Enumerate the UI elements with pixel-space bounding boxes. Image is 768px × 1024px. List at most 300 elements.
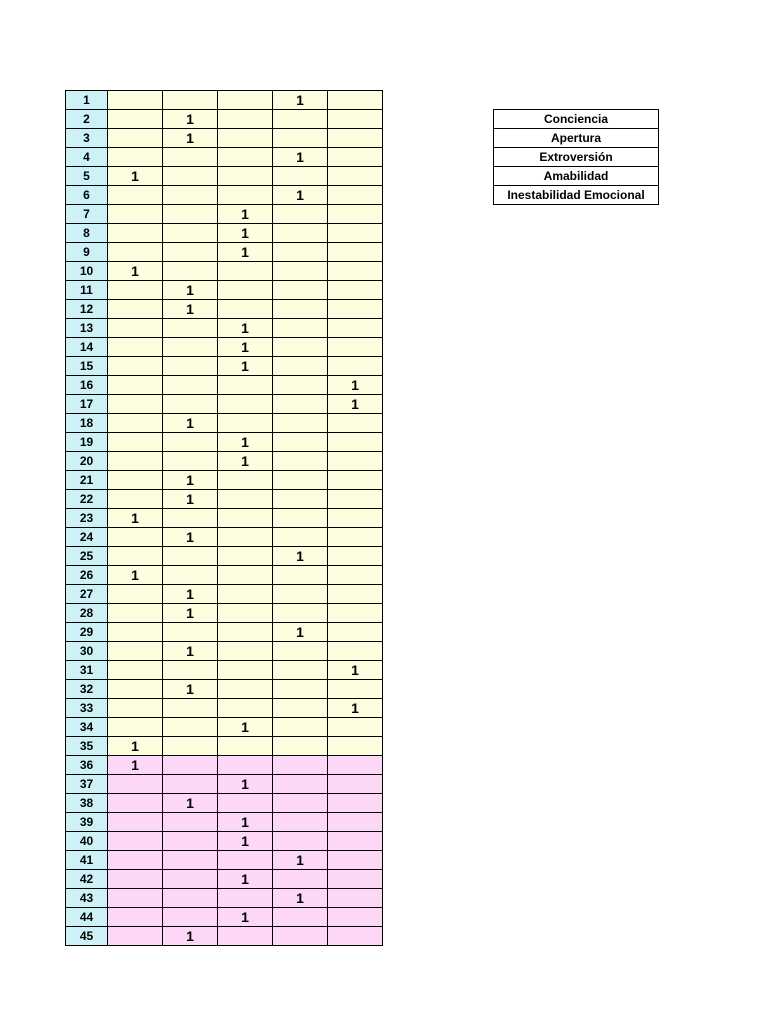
mark-cell[interactable]	[108, 186, 163, 205]
mark-cell[interactable]	[108, 699, 163, 718]
mark-cell[interactable]	[328, 338, 383, 357]
mark-cell[interactable]: 1	[163, 604, 218, 623]
mark-cell[interactable]	[108, 452, 163, 471]
mark-cell[interactable]	[218, 186, 273, 205]
mark-cell[interactable]: 1	[163, 642, 218, 661]
mark-cell[interactable]	[328, 167, 383, 186]
mark-cell[interactable]: 1	[218, 452, 273, 471]
row-number[interactable]: 38	[66, 794, 108, 813]
mark-cell[interactable]	[218, 376, 273, 395]
mark-cell[interactable]: 1	[108, 509, 163, 528]
mark-cell[interactable]	[163, 395, 218, 414]
mark-cell[interactable]	[218, 566, 273, 585]
factor-legend	[493, 109, 659, 205]
mark-cell[interactable]	[273, 756, 328, 775]
row-number[interactable]: 45	[66, 927, 108, 946]
mark-cell[interactable]	[108, 547, 163, 566]
mark-cell[interactable]: 1	[163, 585, 218, 604]
mark-cell[interactable]	[273, 490, 328, 509]
mark-cell[interactable]	[108, 281, 163, 300]
row-number[interactable]: 29	[66, 623, 108, 642]
mark-cell[interactable]	[273, 813, 328, 832]
mark-cell[interactable]	[218, 528, 273, 547]
mark-cell[interactable]	[218, 300, 273, 319]
mark-cell[interactable]	[273, 870, 328, 889]
mark-cell[interactable]	[108, 623, 163, 642]
table-row	[66, 433, 383, 452]
mark-cell[interactable]: 1	[108, 167, 163, 186]
row-number[interactable]: 4	[66, 148, 108, 167]
mark-cell[interactable]: 1	[218, 357, 273, 376]
mark-cell[interactable]	[273, 908, 328, 927]
mark-cell[interactable]	[108, 471, 163, 490]
mark-cell[interactable]	[328, 528, 383, 547]
mark-cell[interactable]	[218, 756, 273, 775]
mark-cell[interactable]	[273, 129, 328, 148]
mark-cell[interactable]	[273, 338, 328, 357]
mark-cell[interactable]	[218, 148, 273, 167]
mark-cell[interactable]	[163, 566, 218, 585]
mark-cell[interactable]	[108, 889, 163, 908]
mark-cell[interactable]	[163, 870, 218, 889]
table-row	[66, 357, 383, 376]
mark-cell[interactable]	[163, 775, 218, 794]
mark-cell[interactable]	[163, 889, 218, 908]
mark-cell[interactable]	[108, 585, 163, 604]
row-number[interactable]: 24	[66, 528, 108, 547]
mark-cell[interactable]: 1	[328, 395, 383, 414]
mark-cell[interactable]	[273, 224, 328, 243]
mark-cell[interactable]: 1	[218, 319, 273, 338]
row-number[interactable]: 25	[66, 547, 108, 566]
row-number[interactable]: 19	[66, 433, 108, 452]
mark-cell[interactable]	[328, 737, 383, 756]
mark-cell[interactable]	[273, 680, 328, 699]
row-number[interactable]: 36	[66, 756, 108, 775]
mark-cell[interactable]	[108, 813, 163, 832]
mark-cell[interactable]	[218, 699, 273, 718]
row-number[interactable]: 32	[66, 680, 108, 699]
mark-cell[interactable]: 1	[273, 148, 328, 167]
mark-cell[interactable]	[328, 870, 383, 889]
mark-cell[interactable]	[328, 281, 383, 300]
row-number[interactable]: 18	[66, 414, 108, 433]
mark-cell[interactable]	[163, 547, 218, 566]
row-number[interactable]: 1	[66, 91, 108, 110]
mark-cell[interactable]	[108, 357, 163, 376]
mark-cell[interactable]	[328, 414, 383, 433]
mark-cell[interactable]	[328, 262, 383, 281]
mark-cell[interactable]	[163, 452, 218, 471]
row-number[interactable]: 34	[66, 718, 108, 737]
mark-cell[interactable]	[273, 110, 328, 129]
mark-cell[interactable]	[108, 224, 163, 243]
mark-cell[interactable]: 1	[218, 832, 273, 851]
mark-cell[interactable]	[108, 490, 163, 509]
mark-cell[interactable]	[273, 927, 328, 946]
mark-cell[interactable]	[108, 319, 163, 338]
mark-cell[interactable]: 1	[163, 471, 218, 490]
mark-cell[interactable]	[108, 870, 163, 889]
row-number[interactable]: 26	[66, 566, 108, 585]
mark-cell[interactable]: 1	[273, 623, 328, 642]
mark-cell[interactable]	[328, 509, 383, 528]
mark-cell[interactable]	[328, 433, 383, 452]
row-number[interactable]: 13	[66, 319, 108, 338]
mark-cell[interactable]	[328, 585, 383, 604]
mark-cell[interactable]	[328, 224, 383, 243]
mark-cell[interactable]: 1	[218, 813, 273, 832]
mark-cell[interactable]	[273, 452, 328, 471]
mark-cell[interactable]	[218, 623, 273, 642]
table-row	[66, 395, 383, 414]
mark-cell[interactable]	[163, 224, 218, 243]
row-number[interactable]: 28	[66, 604, 108, 623]
row-number[interactable]: 44	[66, 908, 108, 927]
mark-cell[interactable]	[218, 737, 273, 756]
mark-cell[interactable]	[218, 110, 273, 129]
mark-cell[interactable]	[273, 718, 328, 737]
mark-cell[interactable]	[218, 167, 273, 186]
mark-cell[interactable]	[273, 281, 328, 300]
mark-cell[interactable]	[108, 205, 163, 224]
mark-cell[interactable]	[273, 661, 328, 680]
mark-cell[interactable]	[328, 566, 383, 585]
mark-cell[interactable]	[328, 319, 383, 338]
mark-cell[interactable]	[108, 718, 163, 737]
mark-cell[interactable]	[163, 167, 218, 186]
mark-cell[interactable]	[163, 851, 218, 870]
mark-cell[interactable]	[273, 433, 328, 452]
mark-cell[interactable]	[328, 642, 383, 661]
mark-cell[interactable]: 1	[218, 870, 273, 889]
row-number[interactable]: 30	[66, 642, 108, 661]
mark-cell[interactable]	[163, 718, 218, 737]
mark-cell[interactable]: 1	[218, 205, 273, 224]
mark-cell[interactable]	[108, 433, 163, 452]
mark-cell[interactable]	[108, 395, 163, 414]
mark-cell[interactable]: 1	[108, 756, 163, 775]
mark-cell[interactable]	[273, 794, 328, 813]
mark-cell[interactable]	[328, 547, 383, 566]
mark-cell[interactable]	[163, 243, 218, 262]
mark-cell[interactable]: 1	[218, 338, 273, 357]
mark-cell[interactable]: 1	[108, 262, 163, 281]
mark-cell[interactable]: 1	[273, 547, 328, 566]
mark-cell[interactable]	[328, 851, 383, 870]
row-number[interactable]: 17	[66, 395, 108, 414]
table-row	[66, 813, 383, 832]
mark-cell[interactable]	[163, 357, 218, 376]
row-number[interactable]: 27	[66, 585, 108, 604]
mark-cell[interactable]	[273, 205, 328, 224]
mark-cell[interactable]	[328, 889, 383, 908]
mark-cell[interactable]	[273, 376, 328, 395]
mark-cell[interactable]	[273, 528, 328, 547]
mark-cell[interactable]	[328, 623, 383, 642]
mark-cell[interactable]	[273, 319, 328, 338]
mark-cell[interactable]	[218, 889, 273, 908]
row-number[interactable]: 8	[66, 224, 108, 243]
mark-cell[interactable]	[108, 148, 163, 167]
mark-cell[interactable]	[328, 718, 383, 737]
mark-cell[interactable]	[273, 262, 328, 281]
row-number[interactable]: 3	[66, 129, 108, 148]
legend-apertura[interactable]: Apertura	[494, 129, 659, 148]
mark-cell[interactable]	[108, 338, 163, 357]
mark-cell[interactable]	[108, 91, 163, 110]
mark-cell[interactable]: 1	[273, 91, 328, 110]
row-number[interactable]: 14	[66, 338, 108, 357]
mark-cell[interactable]	[328, 680, 383, 699]
mark-cell[interactable]	[108, 851, 163, 870]
mark-cell[interactable]	[328, 490, 383, 509]
mark-cell[interactable]	[273, 414, 328, 433]
mark-cell[interactable]	[218, 262, 273, 281]
row-number[interactable]: 15	[66, 357, 108, 376]
legend-row	[494, 129, 659, 148]
mark-cell[interactable]: 1	[328, 699, 383, 718]
mark-cell[interactable]	[273, 642, 328, 661]
row-number[interactable]: 33	[66, 699, 108, 718]
table-row	[66, 205, 383, 224]
mark-cell[interactable]	[163, 376, 218, 395]
mark-cell[interactable]	[328, 908, 383, 927]
mark-cell[interactable]	[218, 604, 273, 623]
mark-cell[interactable]	[218, 509, 273, 528]
row-number[interactable]: 43	[66, 889, 108, 908]
mark-cell[interactable]: 1	[163, 927, 218, 946]
table-row	[66, 604, 383, 623]
row-number[interactable]: 9	[66, 243, 108, 262]
mark-cell[interactable]	[218, 490, 273, 509]
mark-cell[interactable]	[328, 604, 383, 623]
mark-cell[interactable]	[108, 832, 163, 851]
table-row	[66, 471, 383, 490]
table-row	[66, 642, 383, 661]
mark-cell[interactable]	[273, 604, 328, 623]
legend-amabilidad[interactable]: Amabilidad	[494, 167, 659, 186]
row-number[interactable]: 7	[66, 205, 108, 224]
mark-cell[interactable]	[273, 167, 328, 186]
mark-cell[interactable]: 1	[163, 490, 218, 509]
mark-cell[interactable]: 1	[218, 775, 273, 794]
mark-cell[interactable]	[273, 699, 328, 718]
score-grid	[65, 90, 383, 946]
mark-cell[interactable]	[273, 832, 328, 851]
mark-cell[interactable]	[328, 186, 383, 205]
mark-cell[interactable]: 1	[218, 224, 273, 243]
row-number[interactable]: 16	[66, 376, 108, 395]
mark-cell[interactable]: 1	[163, 414, 218, 433]
mark-cell[interactable]	[273, 300, 328, 319]
mark-cell[interactable]	[328, 110, 383, 129]
row-number[interactable]: 23	[66, 509, 108, 528]
mark-cell[interactable]	[328, 775, 383, 794]
mark-cell[interactable]	[163, 661, 218, 680]
mark-cell[interactable]	[273, 737, 328, 756]
mark-cell[interactable]: 1	[163, 528, 218, 547]
mark-cell[interactable]: 1	[163, 794, 218, 813]
mark-cell[interactable]	[218, 851, 273, 870]
mark-cell[interactable]	[328, 452, 383, 471]
mark-cell[interactable]	[273, 357, 328, 376]
mark-cell[interactable]	[328, 813, 383, 832]
mark-cell[interactable]	[108, 680, 163, 699]
mark-cell[interactable]: 1	[218, 433, 273, 452]
mark-cell[interactable]	[328, 756, 383, 775]
mark-cell[interactable]	[328, 129, 383, 148]
score-grid-body	[66, 91, 383, 946]
mark-cell[interactable]	[328, 148, 383, 167]
table-row	[66, 262, 383, 281]
mark-cell[interactable]: 1	[273, 889, 328, 908]
mark-cell[interactable]	[163, 623, 218, 642]
mark-cell[interactable]	[163, 148, 218, 167]
mark-cell[interactable]	[328, 794, 383, 813]
legend-extroversion[interactable]: Extroversión	[494, 148, 659, 167]
row-number[interactable]: 21	[66, 471, 108, 490]
legend-inestabilidad-emocional[interactable]: Inestabilidad Emocional	[494, 186, 659, 205]
table-row	[66, 851, 383, 870]
mark-cell[interactable]	[328, 927, 383, 946]
mark-cell[interactable]	[328, 832, 383, 851]
mark-cell[interactable]	[273, 775, 328, 794]
mark-cell[interactable]	[218, 414, 273, 433]
mark-cell[interactable]	[163, 699, 218, 718]
mark-cell[interactable]	[163, 908, 218, 927]
mark-cell[interactable]	[163, 756, 218, 775]
mark-cell[interactable]	[328, 300, 383, 319]
table-row	[66, 319, 383, 338]
mark-cell[interactable]	[328, 471, 383, 490]
mark-cell[interactable]: 1	[218, 908, 273, 927]
mark-cell[interactable]	[108, 110, 163, 129]
row-number[interactable]: 39	[66, 813, 108, 832]
mark-cell[interactable]	[273, 566, 328, 585]
mark-cell[interactable]	[218, 661, 273, 680]
mark-cell[interactable]	[218, 585, 273, 604]
mark-cell[interactable]: 1	[163, 281, 218, 300]
row-number[interactable]: 40	[66, 832, 108, 851]
mark-cell[interactable]	[108, 775, 163, 794]
mark-cell[interactable]	[328, 205, 383, 224]
mark-cell[interactable]	[108, 376, 163, 395]
row-number[interactable]: 11	[66, 281, 108, 300]
mark-cell[interactable]	[108, 414, 163, 433]
mark-cell[interactable]: 1	[328, 661, 383, 680]
row-number[interactable]: 35	[66, 737, 108, 756]
table-row	[66, 547, 383, 566]
legend-row	[494, 167, 659, 186]
row-number[interactable]: 5	[66, 167, 108, 186]
mark-cell[interactable]	[328, 243, 383, 262]
mark-cell[interactable]	[163, 186, 218, 205]
mark-cell[interactable]: 1	[163, 300, 218, 319]
mark-cell[interactable]: 1	[163, 129, 218, 148]
row-number[interactable]: 31	[66, 661, 108, 680]
mark-cell[interactable]	[218, 927, 273, 946]
mark-cell[interactable]: 1	[273, 186, 328, 205]
mark-cell[interactable]	[108, 908, 163, 927]
mark-cell[interactable]	[163, 338, 218, 357]
mark-cell[interactable]	[218, 642, 273, 661]
mark-cell[interactable]	[273, 585, 328, 604]
mark-cell[interactable]	[108, 642, 163, 661]
mark-cell[interactable]: 1	[163, 110, 218, 129]
table-row	[66, 927, 383, 946]
legend-conciencia[interactable]: Conciencia	[494, 110, 659, 129]
mark-cell[interactable]: 1	[163, 680, 218, 699]
mark-cell[interactable]	[163, 737, 218, 756]
mark-cell[interactable]	[218, 680, 273, 699]
row-number[interactable]: 42	[66, 870, 108, 889]
mark-cell[interactable]	[273, 395, 328, 414]
mark-cell[interactable]	[218, 395, 273, 414]
row-number[interactable]: 20	[66, 452, 108, 471]
mark-cell[interactable]	[108, 927, 163, 946]
mark-cell[interactable]	[163, 832, 218, 851]
mark-cell[interactable]: 1	[108, 737, 163, 756]
mark-cell[interactable]	[108, 243, 163, 262]
mark-cell[interactable]	[218, 794, 273, 813]
row-number[interactable]: 22	[66, 490, 108, 509]
mark-cell[interactable]	[163, 262, 218, 281]
row-number[interactable]: 37	[66, 775, 108, 794]
mark-cell[interactable]	[218, 281, 273, 300]
mark-cell[interactable]	[108, 661, 163, 680]
mark-cell[interactable]	[328, 91, 383, 110]
mark-cell[interactable]	[163, 509, 218, 528]
legend-row	[494, 110, 659, 129]
mark-cell[interactable]	[163, 433, 218, 452]
mark-cell[interactable]	[163, 91, 218, 110]
mark-cell[interactable]	[163, 205, 218, 224]
mark-cell[interactable]	[273, 471, 328, 490]
mark-cell[interactable]: 1	[218, 718, 273, 737]
mark-cell[interactable]: 1	[108, 566, 163, 585]
legend-row	[494, 148, 659, 167]
mark-cell[interactable]: 1	[273, 851, 328, 870]
mark-cell[interactable]	[218, 91, 273, 110]
mark-cell[interactable]: 1	[218, 243, 273, 262]
mark-cell[interactable]	[273, 243, 328, 262]
row-number[interactable]: 2	[66, 110, 108, 129]
row-number[interactable]: 10	[66, 262, 108, 281]
table-row	[66, 775, 383, 794]
mark-cell[interactable]	[108, 604, 163, 623]
mark-cell[interactable]	[163, 319, 218, 338]
row-number[interactable]: 41	[66, 851, 108, 870]
table-row	[66, 110, 383, 129]
row-number[interactable]: 6	[66, 186, 108, 205]
mark-cell[interactable]	[108, 528, 163, 547]
table-row	[66, 243, 383, 262]
mark-cell[interactable]	[273, 509, 328, 528]
mark-cell[interactable]	[108, 794, 163, 813]
mark-cell[interactable]	[108, 129, 163, 148]
mark-cell[interactable]	[218, 547, 273, 566]
mark-cell[interactable]	[163, 813, 218, 832]
mark-cell[interactable]	[328, 357, 383, 376]
mark-cell[interactable]	[108, 300, 163, 319]
mark-cell[interactable]: 1	[328, 376, 383, 395]
table-row	[66, 718, 383, 737]
row-number[interactable]: 12	[66, 300, 108, 319]
table-row	[66, 509, 383, 528]
mark-cell[interactable]	[218, 129, 273, 148]
mark-cell[interactable]	[218, 471, 273, 490]
